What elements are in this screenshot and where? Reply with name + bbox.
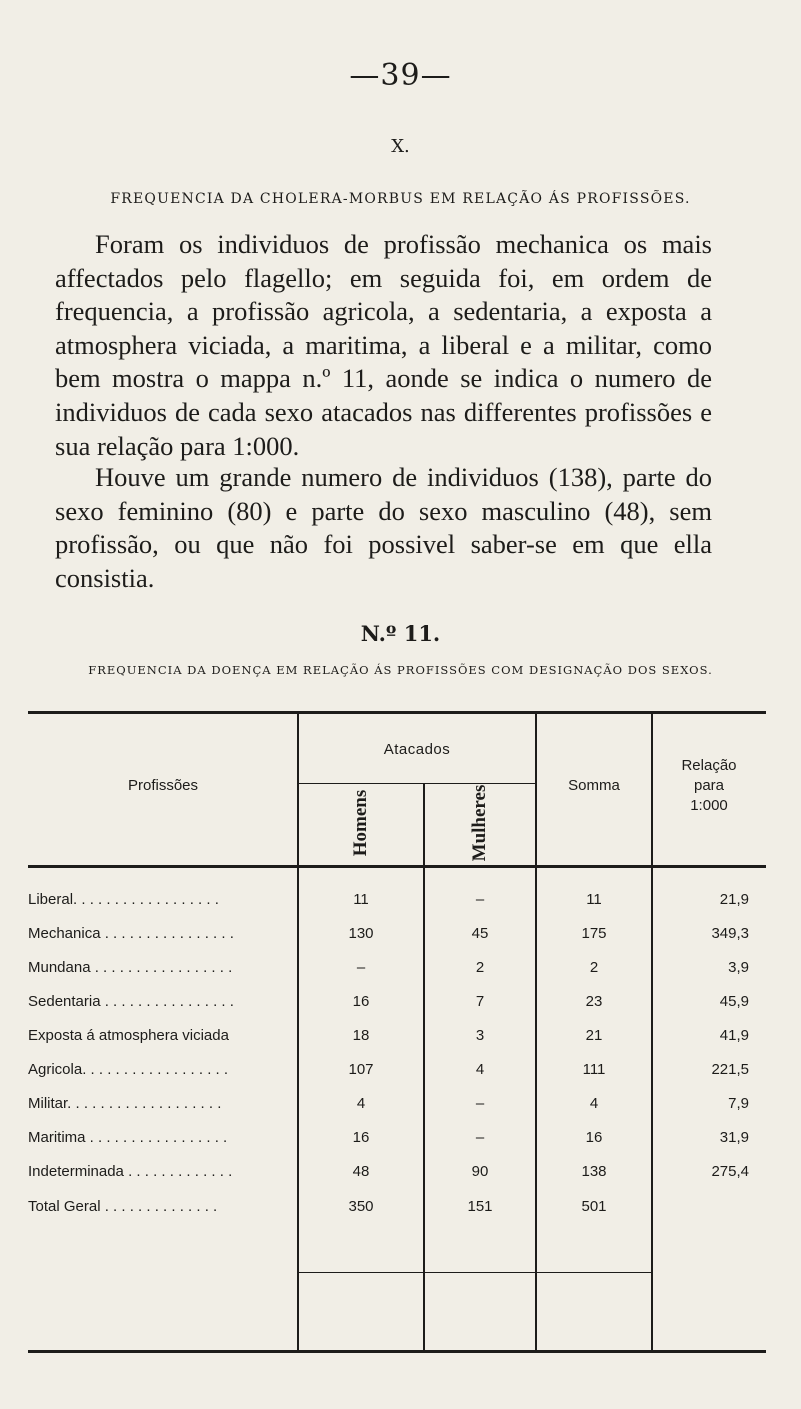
row-relacao: 7,9 [728,1095,749,1112]
table-row [28,993,766,1027]
row-profissao: Mundana . . . . . . . . . . . . . . . . . [28,959,233,976]
row-profissao: Mechanica . . . . . . . . . . . . . . . . [28,925,234,942]
row-somma: 23 [585,993,603,1010]
table-top-rule [28,711,766,714]
atacados-rule [298,783,536,784]
row-somma: 175 [581,925,607,942]
row-relacao: 31,9 [719,1129,749,1146]
total-row [28,1198,766,1232]
total-rule [298,1272,652,1273]
table-row [28,925,766,959]
row-profissao: Indeterminada . . . . . . . . . . . . . [28,1163,233,1180]
table-row [28,891,766,925]
table-row [28,1061,766,1095]
table-row [28,1163,766,1197]
header-atacados: Atacados [383,741,451,758]
section-number: X. [391,136,410,157]
row-homens: 130 [348,925,374,942]
header-somma: Somma [568,777,620,794]
row-profissao: Liberal. . . . . . . . . . . . . . . . . . [28,891,219,908]
row-relacao: 45,9 [719,993,749,1010]
row-mulheres: 2 [475,959,485,976]
table-row [28,1129,766,1163]
row-mulheres: 3 [475,1027,485,1044]
row-homens: 11 [353,891,369,908]
total-label: Total Geral . . . . . . . . . . . . . . [28,1198,218,1215]
table-row [28,1095,766,1129]
row-mulheres: – [475,1129,485,1146]
row-homens: 16 [352,993,370,1010]
row-relacao: 221,5 [711,1061,749,1078]
total-somma: 501 [581,1198,607,1215]
row-mulheres: 90 [471,1163,489,1180]
row-homens: 16 [352,1129,370,1146]
row-mulheres: 45 [471,925,489,942]
row-relacao: 3,9 [728,959,749,976]
row-mulheres: – [475,1095,485,1112]
header-relacao-3: 1:000 [690,797,728,814]
row-homens: 18 [352,1027,370,1044]
header-relacao-1: Relação [681,757,737,774]
row-somma: 21 [585,1027,603,1044]
row-somma: 11 [586,891,602,908]
table-row [28,1027,766,1061]
row-profissao: Sedentaria . . . . . . . . . . . . . . . . [28,993,234,1010]
row-profissao: Exposta á atmosphera viciada [28,1027,229,1044]
header-relacao-2: para [693,777,725,794]
row-homens: 4 [356,1095,366,1112]
row-relacao: 349,3 [711,925,749,942]
header-bottom-rule [28,865,766,868]
paragraph-1: Foram os individuos de profissão mechanica os mais affectados pelo flagello; em seguida foi, em ordem de frequencia, a profissão agricola, a sedentaria, a exposta a atmosphera viciada, a maritima, a liberal e a militar, como bem mostra o mappa n.º 11, aonde se indica o numero de individuos de cada sexo atacados nas differentes profissões e sua relação para 1:000. [55,229,712,461]
row-relacao: 275,4 [711,1163,749,1180]
page-number: —39— [349,58,452,93]
header-mulheres: Mulheres [469,784,490,862]
header-profissoes: Profissões [127,777,199,794]
total-mulheres: 151 [467,1198,493,1215]
row-mulheres: – [475,891,485,908]
map-number: N.º 11. [360,621,441,646]
table-row [28,959,766,993]
row-relacao: 41,9 [719,1027,749,1044]
table-bottom-rule [28,1350,766,1353]
row-mulheres: 4 [475,1061,485,1078]
row-profissao: Maritima . . . . . . . . . . . . . . . . . [28,1129,228,1146]
row-homens: 107 [348,1061,374,1078]
profession-table [28,711,766,1353]
row-somma: 4 [589,1095,599,1112]
map-title: FREQUENCIA DA DOENÇA EM RELAÇÃO ÁS PROFISSÕES COM DESIGNAÇÃO DOS SEXOS. [88,663,713,677]
paragraph-2: Houve um grande numero de individuos (138), parte do sexo feminino (80) e parte do sexo masculino (48), sem profissão, ou que não foi possivel saber-se em que ella consistia. [55,462,712,593]
row-relacao: 21,9 [719,891,749,908]
row-profissao: Agricola. . . . . . . . . . . . . . . . . . [28,1061,229,1078]
row-homens: – [356,959,366,976]
row-somma: 138 [581,1163,607,1180]
row-homens: 48 [352,1163,370,1180]
row-somma: 2 [589,959,599,976]
header-homens: Homens [350,789,371,857]
total-homens: 350 [348,1198,374,1215]
section-title: FREQUENCIA DA CHOLERA-MORBUS EM RELAÇÃO ÁS PROFISSÕES. [110,191,691,207]
row-mulheres: 7 [475,993,485,1010]
row-profissao: Militar. . . . . . . . . . . . . . . . . . . [28,1095,222,1112]
row-somma: 111 [582,1061,606,1078]
row-somma: 16 [585,1129,603,1146]
